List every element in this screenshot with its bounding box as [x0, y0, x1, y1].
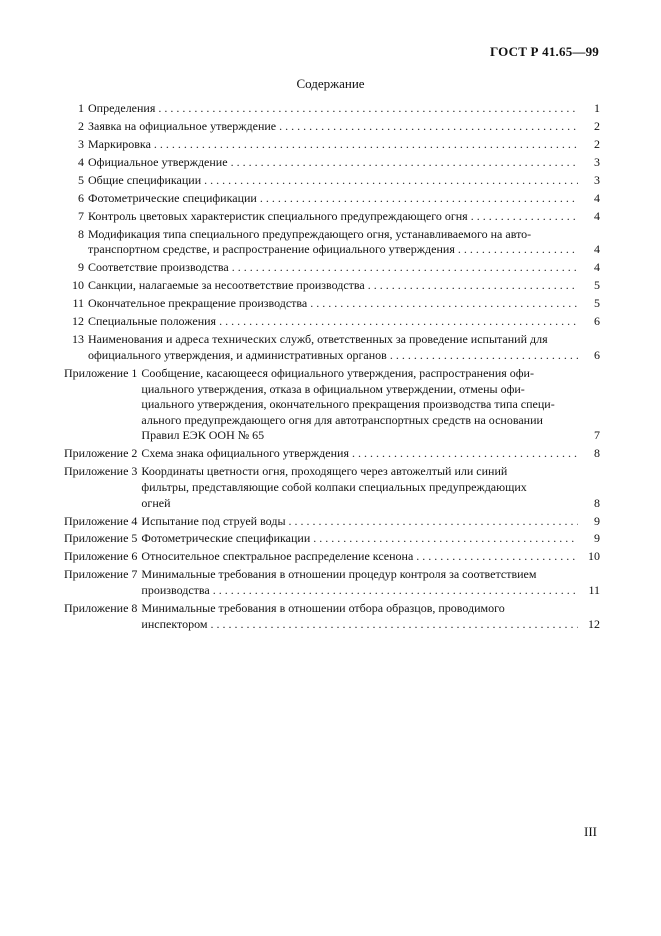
toc-entry-text: транспортном средстве, и распространение официального утверждения	[88, 242, 455, 257]
toc-entry[interactable]	[64, 567, 600, 598]
toc-entry[interactable]	[64, 137, 600, 153]
toc-entry-text: Заявка на официальное утверждение	[88, 118, 277, 133]
document-code: ГОСТ Р 41.65—99	[490, 44, 599, 59]
toc-entry-text: Испытание под струей воды	[141, 513, 286, 528]
toc-entry[interactable]	[64, 101, 600, 117]
toc-entry-text: Относительное спектральное распределение ксенона	[141, 549, 414, 564]
dot-leader	[310, 531, 578, 547]
dot-leader	[207, 617, 578, 633]
toc-entry-text: ального предупреждающего огня для автотранспортных средств на основании	[141, 412, 543, 427]
toc-entry[interactable]	[64, 446, 600, 462]
toc-entry-text: Общие спецификации	[88, 172, 202, 187]
toc-entry-number: 9	[78, 260, 84, 275]
toc-entry-text: Санкции, налагаемые за несоответствие производства	[88, 278, 365, 293]
toc-entry-number: Приложение 1	[64, 365, 138, 380]
toc-entry-number: 11	[72, 296, 84, 311]
dot-leader	[155, 101, 578, 117]
toc-entry-page: 4	[594, 260, 600, 275]
toc-entry-text: огней	[141, 495, 171, 510]
toc-title: Содержание	[296, 76, 365, 91]
toc-entry-number: 3	[78, 136, 84, 151]
toc-entry-number: Приложение 8	[64, 601, 138, 616]
toc-entry-number: Приложение 3	[64, 464, 138, 479]
toc-entry-number: 6	[78, 190, 84, 205]
toc-entry-page: 4	[594, 190, 600, 205]
toc-entry[interactable]	[64, 155, 600, 171]
toc-entry-page: 3	[594, 154, 600, 169]
dot-leader	[151, 137, 578, 153]
toc-entry-text: Фотометрические спецификации	[141, 531, 311, 546]
toc-entry[interactable]	[64, 260, 600, 276]
toc-entry-page: 2	[594, 136, 600, 151]
toc-entry-text: Минимальные требования в отношении отбора образцов, проводимого	[141, 601, 505, 616]
toc-entry-text: циального утверждения, отказа в официальном утверждении, отмены офи-	[141, 381, 525, 396]
toc-entry-number: 10	[72, 278, 84, 293]
toc-entry-text: Координаты цветности огня, проходящего через автожелтый или синий	[141, 464, 508, 479]
toc-entry-text: официального утверждения, и административных органов	[88, 348, 387, 362]
toc-entry-text: Минимальные требования в отношении процедур контроля за соответствием	[141, 567, 537, 582]
toc-entry-number: 2	[78, 118, 84, 133]
dot-leader	[286, 514, 578, 530]
toc-entry-page: 4	[594, 242, 600, 257]
toc-entry-number: Приложение 5	[64, 531, 138, 546]
dot-leader	[349, 446, 578, 462]
toc-entry-number: 13	[72, 332, 84, 347]
dot-leader	[210, 583, 578, 599]
table-of-contents	[64, 101, 600, 635]
toc-entry-page: 5	[594, 278, 600, 293]
toc-entry-number: 4	[78, 154, 84, 169]
toc-entry-page: 8	[594, 446, 600, 461]
toc-entry[interactable]	[64, 173, 600, 189]
dot-leader	[229, 260, 578, 276]
toc-entry[interactable]	[64, 209, 600, 225]
toc-entry-page: 2	[594, 118, 600, 133]
toc-entry-page: 9	[594, 531, 600, 546]
dot-leader	[257, 191, 578, 207]
dot-leader	[413, 549, 578, 565]
toc-entry-page: 3	[594, 172, 600, 187]
toc-entry-text: производства	[141, 583, 210, 598]
toc-entry-text: Модификация типа специального предупреждающего огня, устанавливаемого на авто-	[88, 226, 532, 241]
page-number: III	[584, 824, 597, 839]
toc-entry[interactable]	[64, 191, 600, 207]
toc-entry[interactable]	[64, 549, 600, 565]
toc-entry-number: 12	[72, 314, 84, 329]
dot-leader	[307, 296, 578, 312]
toc-entry-text: Соответствие производства	[88, 260, 229, 275]
dot-leader	[387, 348, 578, 364]
toc-entry[interactable]	[64, 531, 600, 547]
toc-entry-text: Определения	[88, 101, 156, 115]
toc-entry-text: Контроль цветовых характеристик специального предупреждающего огня	[88, 208, 468, 223]
toc-entry-page: 9	[594, 513, 600, 528]
toc-entry[interactable]	[64, 227, 600, 258]
toc-entry[interactable]	[64, 514, 600, 530]
toc-entry-page: 11	[588, 583, 600, 598]
toc-entry[interactable]	[64, 332, 600, 363]
toc-entry-text: инспектором	[141, 616, 208, 631]
toc-entry-text: фильтры, представляющие собой колпаки специальных предупреждающих	[141, 479, 527, 494]
toc-entry-number: 1	[78, 101, 84, 115]
toc-entry[interactable]	[64, 314, 600, 330]
toc-entry-text: циального утверждения, окончательного прекращения производства типа специ-	[141, 397, 555, 412]
toc-entry[interactable]	[64, 464, 600, 511]
toc-entry-page: 8	[594, 495, 600, 510]
toc-entry-page: 1	[594, 101, 600, 115]
toc-entry-text: Маркировка	[88, 136, 151, 151]
toc-entry[interactable]	[64, 119, 600, 135]
toc-entry-text: Сообщение, касающееся официального утверждения, распространения офи-	[141, 365, 534, 380]
dot-leader	[201, 173, 578, 189]
toc-entry[interactable]	[64, 601, 600, 632]
toc-entry-number: Приложение 7	[64, 567, 138, 582]
toc-entry[interactable]	[64, 296, 600, 312]
toc-entry-page: 6	[594, 314, 600, 329]
toc-entry-number: 7	[78, 208, 84, 223]
toc-entry-page: 5	[594, 296, 600, 311]
dot-leader	[455, 242, 578, 258]
toc-entry-number: 8	[78, 226, 84, 241]
dot-leader	[365, 278, 578, 294]
toc-entry-number: 5	[78, 172, 84, 187]
toc-entry-text: Официальное утверждение	[88, 154, 228, 169]
toc-entry-text: Фотометрические спецификации	[88, 190, 257, 205]
toc-entry-text: Наименования и адреса технических служб, ответственных за проведение испытаний для	[88, 332, 548, 347]
toc-entry-text: Окончательное прекращение производства	[88, 296, 308, 311]
toc-entry[interactable]	[64, 366, 600, 444]
toc-entry-page: 10	[588, 549, 600, 564]
toc-entry-page: 4	[594, 208, 600, 223]
dot-leader	[216, 314, 578, 330]
toc-entry-page: 7	[594, 428, 600, 443]
dot-leader	[468, 209, 578, 225]
toc-entry-number: Приложение 4	[64, 513, 138, 528]
toc-entry-number: Приложение 2	[64, 446, 138, 461]
toc-entry-page: 6	[594, 348, 600, 362]
dot-leader	[276, 119, 578, 135]
toc-entry-number: Приложение 6	[64, 549, 138, 564]
toc-entry-text: Схема знака официального утверждения	[141, 446, 349, 461]
toc-entry-page: 12	[588, 616, 600, 631]
toc-entry-text: Специальные положения	[88, 314, 217, 329]
dot-leader	[228, 155, 578, 171]
toc-entry-text: Правил ЕЭК ООН № 65	[141, 428, 265, 443]
toc-entry[interactable]	[64, 278, 600, 294]
